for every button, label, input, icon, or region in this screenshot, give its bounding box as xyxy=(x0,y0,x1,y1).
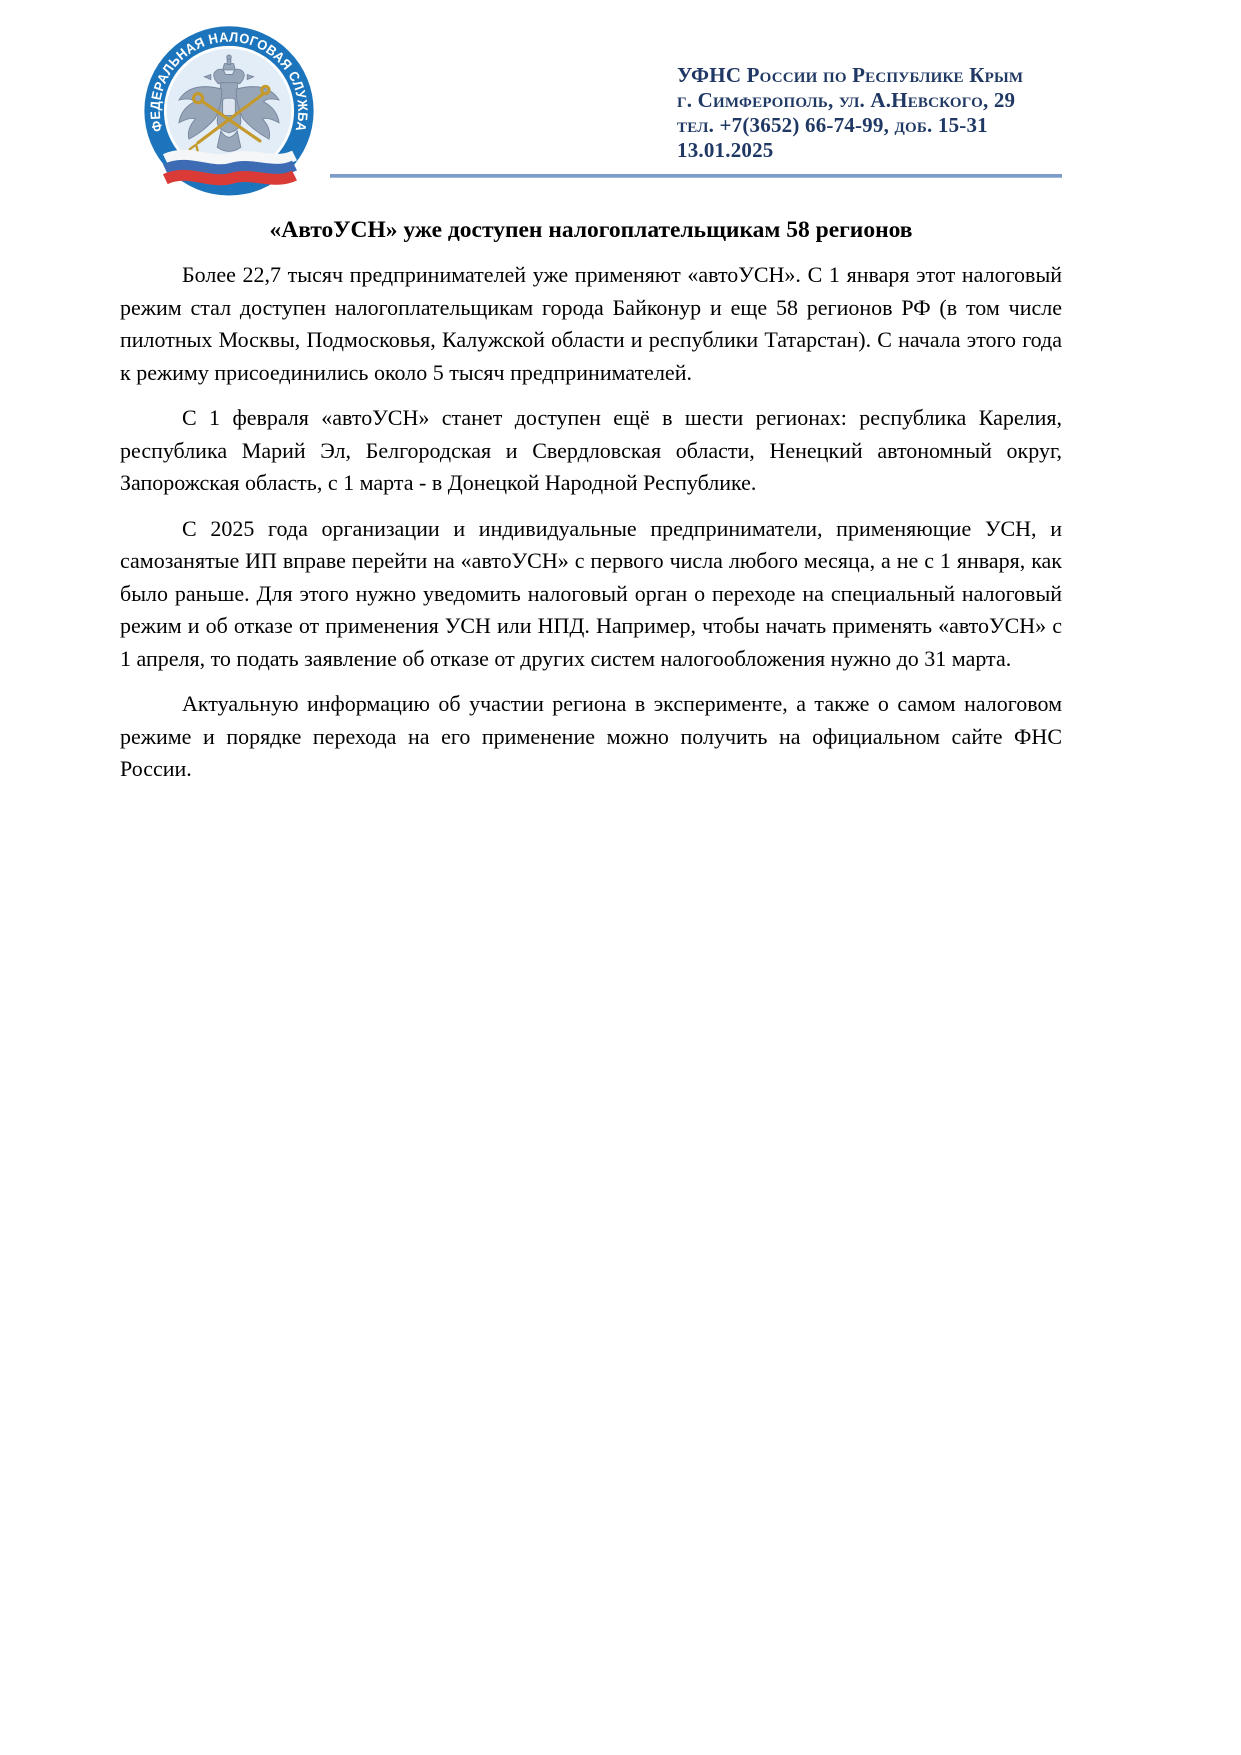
sender-name: УФНС России по Республике Крым xyxy=(677,63,1024,87)
paragraph-4: Актуальную информацию об участии региона в эксперименте, а также о самом налоговом режиме и порядке перехода на его применение можно получить на официальном сайте ФНС России. xyxy=(120,691,1062,781)
paragraph-3: С 2025 года организации и индивидуальные предприниматели, применяющие УСН, и самозанятые ИП вправе перейти на «автоУСН» с первого числа любого месяца, а не с 1 января, как было раньше. Для этого нужно уведомить налоговый орган о переходе на специальный налоговый режим и об отказе от применения УСН или НПД. Например, чтобы начать применять «автоУСН» с 1 апреля, то подать заявление об отказе от других систем налогообложения нужно до 31 марта. xyxy=(120,515,1062,671)
logo-ring-text: ФЕДЕРАЛЬНАЯ НАЛОГОВАЯ СЛУЖБА xyxy=(147,29,311,134)
header-divider-line xyxy=(330,174,1062,178)
flag-ribbon-icon xyxy=(165,155,294,179)
sender-contact-block xyxy=(677,63,1077,163)
sender-phone: тел. +7(3652) 66-74-99, доб. 15-31 xyxy=(677,113,988,137)
fns-logo xyxy=(138,22,320,198)
paragraph-2: С 1 февраля «автоУСН» станет доступен ещё в шести регионах: республика Карелия, республика Марий Эл, Белгородская и Свердловская области, Ненецкий автономный округ, Запорожская область, с 1 марта - в Донецкой Народной Республике. xyxy=(120,405,1062,495)
paragraph-1: Более 22,7 тысяч предпринимателей уже применяют «автоУСН». С 1 января этот налоговый режим стал доступен налогоплательщикам города Байконур и еще 58 регионов РФ (в том числе пилотных Москвы, Подмосковья, Калужской области и республики Татарстан). С начала этого года к режиму присоединились около 5 тысяч предпринимателей. xyxy=(120,262,1062,385)
press-release-title: «АвтоУСН» уже доступен налогоплательщикам 58 регионов xyxy=(269,217,913,243)
letter-date: 13.01.2025 xyxy=(677,138,774,162)
sender-address: г. Симферополь, ул. А.Невского, 29 xyxy=(677,88,1016,112)
press-release-body xyxy=(120,215,1062,799)
